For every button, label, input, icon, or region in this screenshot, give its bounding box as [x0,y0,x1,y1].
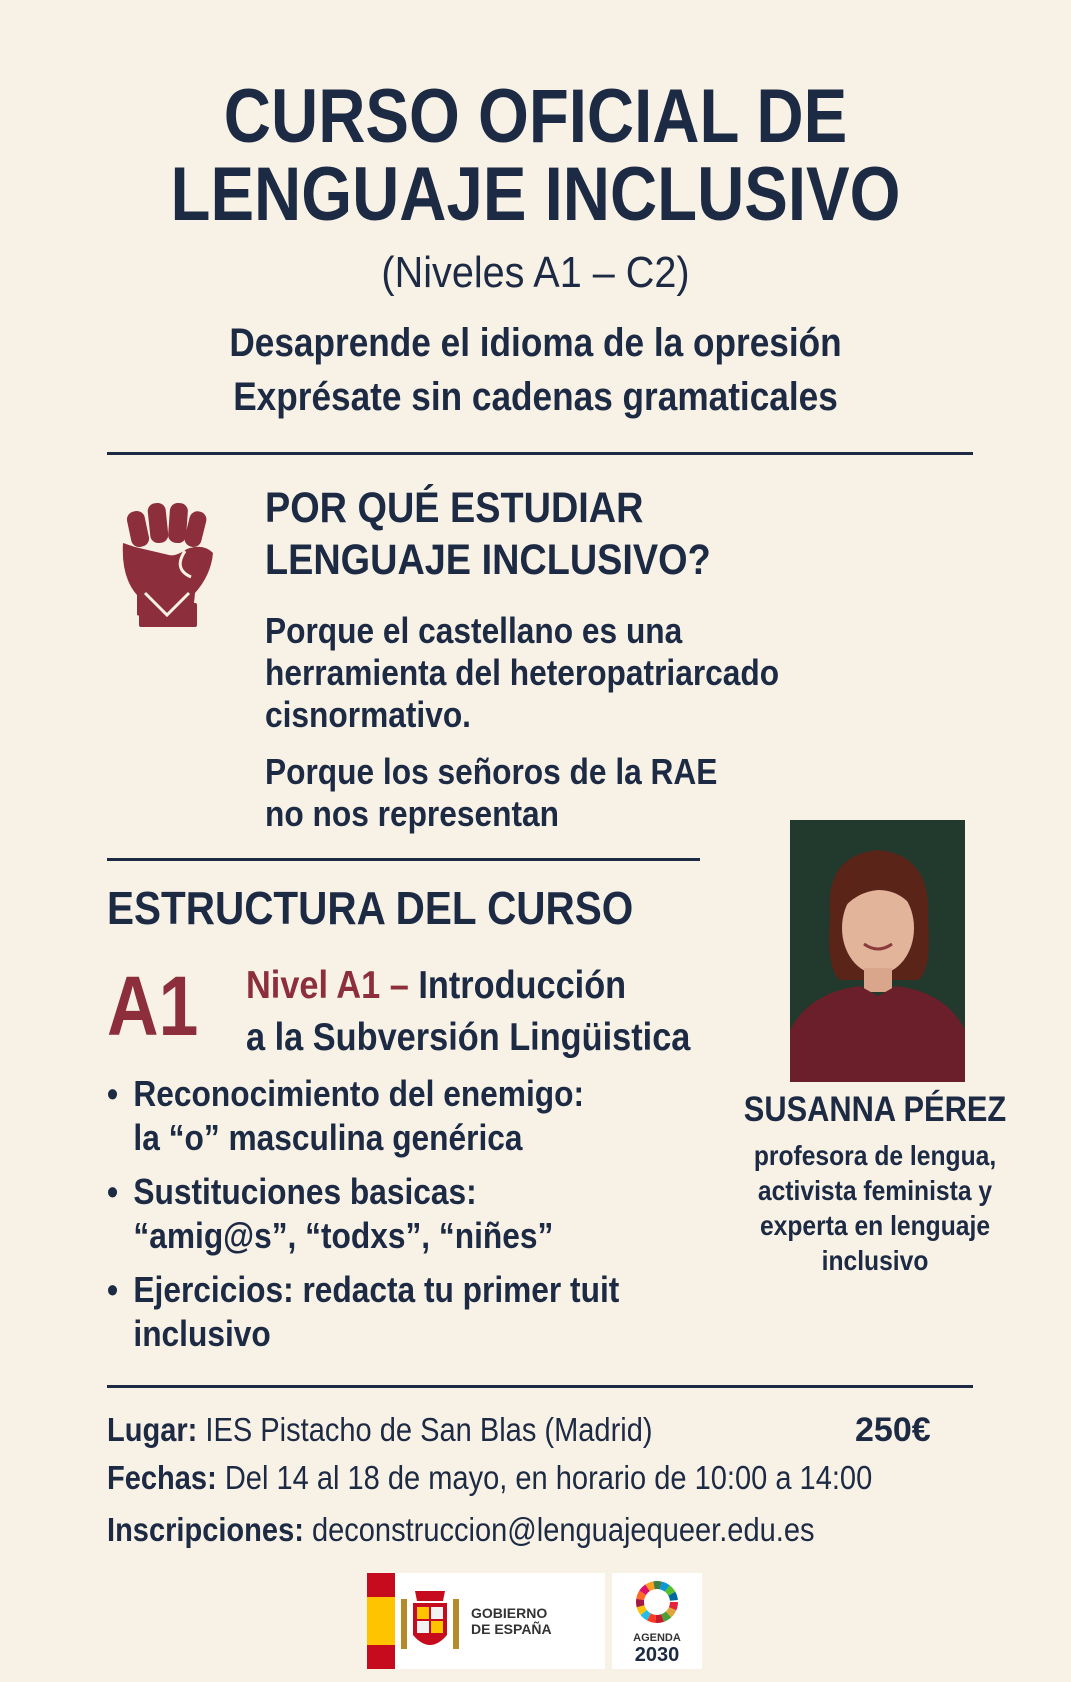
agenda-year: 2030 [634,1644,680,1666]
divider-bottom [107,1385,973,1388]
why-reason-2 [265,751,717,835]
header [0,74,1071,424]
teacher-photo [790,820,965,1082]
bio-line: profesora de lengua, [753,1140,997,1171]
sdg-wheel-icon [634,1579,680,1625]
info-signup [107,1508,815,1552]
info-dates [107,1456,872,1500]
signup-label: Inscripciones: [107,1511,304,1548]
bullet-line: inclusivo [133,1313,271,1354]
bullet-line: la “o” masculina genérica [133,1117,523,1158]
level-title [246,960,690,1064]
bio-line: experta en lenguaje [759,1210,991,1241]
title-line-2: LENGUAJE INCLUSIVO [170,152,901,237]
bullet-line: • Reconocimiento del enemigo: [133,1073,585,1114]
spain-flag-icon [367,1573,395,1669]
reason-1-line-2: herramienta del heteropatriarcado [265,652,780,693]
divider-middle [107,858,700,861]
reason-1-line-3: cisnormativo. [265,694,471,735]
level-name-line-1: Introducción [418,964,627,1007]
place-label: Lugar: [107,1411,198,1448]
gobierno-text [471,1605,552,1637]
gob-line-1: GOBIERNO [471,1605,548,1621]
reason-2-line-2: no nos representan [265,793,559,834]
level-name-line-2: a la Subversión Lingüistica [246,1016,691,1059]
place-value: IES Pistacho de San Blas (Madrid) [205,1411,653,1448]
why-heading [265,482,711,586]
levels-subtitle: (Niveles A1 – C2) [381,248,690,297]
teacher-name: SUSANNA PÉREZ [743,1090,1007,1129]
divider-top [107,452,973,455]
raised-fist-icon [115,497,220,632]
agenda-word: AGENDA [633,1632,681,1644]
reason-2-line-1: Porque los señoros de la RAE [265,751,718,792]
list-item [107,1170,619,1258]
price: 250€ [855,1411,931,1449]
tagline-2: Exprésate sin cadenas gramaticales [233,375,838,419]
tagline-1: Desaprende el idioma de la opresión [229,321,842,365]
reason-1-line-1: Porque el castellano es una [265,610,683,651]
info-place [107,1408,653,1452]
course-topics-list [107,1072,689,1366]
signup-email[interactable]: deconstruccion@lenguajequeer.edu.es [311,1511,815,1548]
why-heading-line-2: LENGUAJE INCLUSIVO? [265,536,711,584]
bio-line: activista feminista y [757,1175,993,1206]
bullet-line: • Ejercicios: redacta tu primer tuit [133,1269,620,1310]
coat-of-arms-icon [395,1581,465,1661]
agenda-2030-logo [612,1573,702,1669]
bullet-line: • Sustituciones basicas: [133,1171,477,1212]
list-item [107,1268,619,1356]
bio-line: inclusivo [821,1245,929,1276]
why-heading-line-1: POR QUÉ ESTUDIAR [265,484,644,532]
list-item [107,1072,619,1160]
level-code: A1 [107,959,199,1053]
gobierno-de-espana-logo [367,1573,605,1669]
teacher-bio [734,1138,1016,1278]
title-line-1: CURSO OFICIAL DE [223,74,848,159]
dates-label: Fechas: [107,1459,217,1496]
why-reason-1 [265,610,779,736]
dates-value: Del 14 al 18 de mayo, en horario de 10:00 a 14:00 [224,1459,873,1496]
gob-line-2: DE ESPAÑA [471,1621,552,1637]
bullet-line: “amig@s”, “todxs”, “niñes” [133,1215,554,1256]
level-prefix: Nivel A1 – [246,964,419,1007]
course-structure-title: ESTRUCTURA DEL CURSO [107,882,634,934]
